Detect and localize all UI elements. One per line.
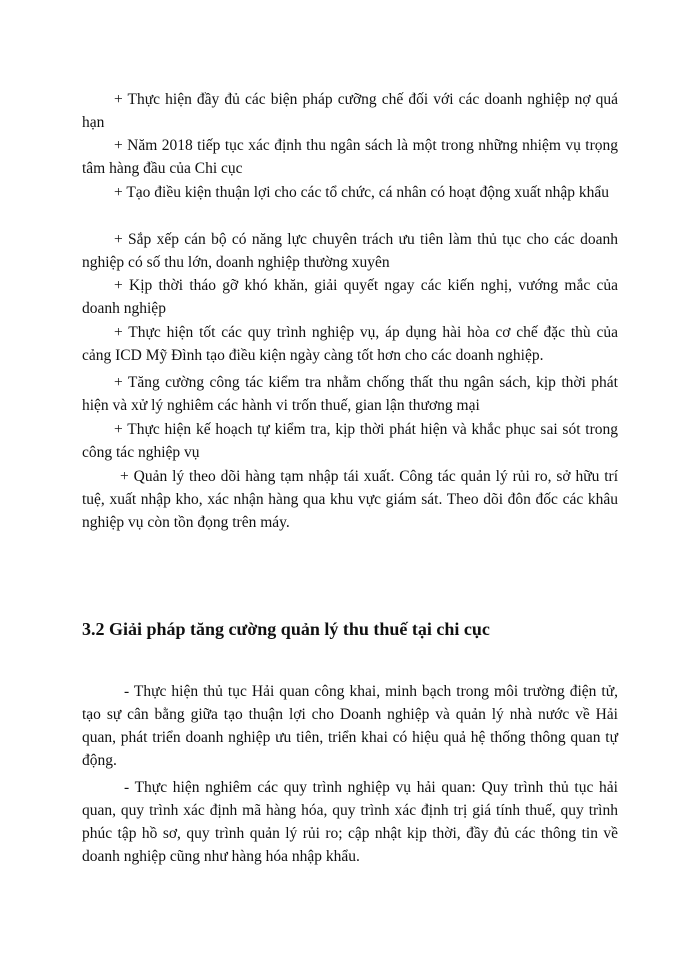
bullet-procedures: + Thực hiện tốt các quy trình nghiệp vụ, áp dụng hài hòa cơ chế đặc thù của cảng ICD Mỹ Đình tạo điều kiện ngày càng tốt hơn cho các doanh nghiệp. bbox=[82, 324, 618, 364]
bullet-inspection: + Tăng cường công tác kiểm tra nhằm chống thất thu ngân sách, kịp thời phát hiện và xử lý nghiêm các hành vi trốn thuế, gian lận thương mại bbox=[82, 374, 618, 414]
bullet-budget-priority: + Năm 2018 tiếp tục xác định thu ngân sách là một trong những nhiệm vụ trọng tâm hàng đầu của Chi cục bbox=[82, 137, 618, 177]
bullet-self-inspection: + Thực hiện kế hoạch tự kiểm tra, kịp thời phát hiện và khắc phục sai sót trong công tác nghiệp vụ bbox=[82, 421, 618, 461]
bullet-temporary-import: + Quản lý theo dõi hàng tạm nhập tái xuất. Công tác quản lý rủi ro, sở hữu trí tuệ, xuất nhập kho, xác nhận hàng qua khu vực giám sát. Theo dõi đôn đốc các khâu nghiệp vụ còn tồn đọng trên máy. bbox=[82, 468, 618, 531]
section-paragraph-1: - Thực hiện thủ tục Hải quan công khai, minh bạch trong môi trường điện tử, tạo sự cân bằng giữa tạo thuận lợi cho Doanh nghiệp và quản lý nhà nước về Hải quan, phát triển doanh nghiệp ưu tiên, triển khai có hiệu quả hệ thống thông quan tự động. bbox=[82, 683, 618, 769]
section-paragraph-2: - Thực hiện nghiêm các quy trình nghiệp vụ hải quan: Quy trình thủ tục hải quan, quy trình xác định mã hàng hóa, quy trình xác định trị giá tính thuế, quy trình phúc tập hồ sơ, quy trình quản lý rủi ro; cập nhật kịp thời, đầy đủ các thông tin về doanh nghiệp cũng như hàng hóa nhập khẩu. bbox=[82, 779, 618, 865]
bullet-enforcement: + Thực hiện đầy đủ các biện pháp cưỡng chế đối với các doanh nghiệp nợ quá hạn bbox=[82, 91, 618, 131]
section-heading: 3.2 Giải pháp tăng cường quản lý thu thuế tại chi cục bbox=[82, 619, 490, 639]
bullet-facilitate-trade: + Tạo điều kiện thuận lợi cho các tổ chức, cá nhân có hoạt động xuất nhập khẩu bbox=[114, 184, 610, 201]
bullet-staff-arrangement: + Sắp xếp cán bộ có năng lực chuyên trách ưu tiên làm thủ tục cho các doanh nghiệp có số thu lớn, doanh nghiệp thường xuyên bbox=[82, 231, 618, 271]
bullet-resolve-issues: + Kịp thời tháo gỡ khó khăn, giải quyết ngay các kiến nghị, vướng mắc của doanh nghiệp bbox=[82, 277, 618, 317]
